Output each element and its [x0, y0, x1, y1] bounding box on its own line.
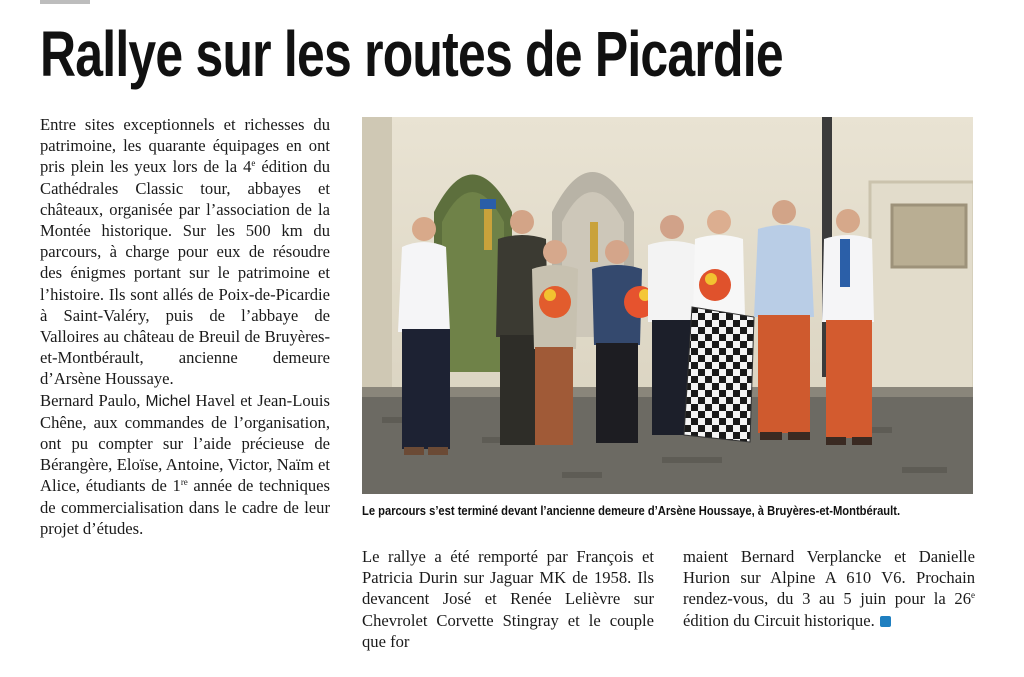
ordinal-superscript: e [251, 158, 256, 169]
article-end-square-icon [880, 616, 891, 627]
ordinal-superscript: re [180, 477, 188, 488]
article-column-1 [40, 114, 330, 539]
paragraph-organizers: Bernard Paulo, Michel Havel et Jean-Louis Chêne, aux commandes de l’organisation, ont pu compter sur l’aide précieuse de Bérangère, Eloïse, Antoine, Victor, Naïm et Alice, étudiants de 1re année de techniques de commercialisation dans le cadre de leur projet d’études. [40, 390, 330, 538]
paragraph-next-event: maient Bernard Verplancke et Danielle Hurion sur Alpine A 610 V6. Prochain rendez-vous, du 3 au 5 juin pour la 26e édition du Circuit historique. [683, 547, 975, 630]
ordinal-superscript: e [971, 590, 975, 601]
photo-rally-participants [362, 117, 973, 494]
article-column-2 [362, 546, 654, 652]
person-8 [822, 209, 874, 445]
paragraph-results: Le rallye a été remporté par François et Patricia Durin sur Jaguar MK de 1958. Ils devancent José et Renée Lelièvre sur Chevrolet Corvette Stingray et le couple que for [362, 547, 654, 651]
person-7 [754, 200, 814, 440]
article-column-3 [683, 546, 975, 631]
person-3 [532, 240, 578, 445]
person-1 [398, 217, 450, 455]
headline: Rallye sur les routes de Picardie [40, 18, 783, 90]
photo-caption: Le parcours s’est terminé devant l’ancienne demeure d’Arsène Houssaye, à Bruyères-et-Montbérault. [362, 503, 901, 518]
checkered-flag [684, 307, 754, 442]
name-michel: Michel [145, 392, 191, 410]
paragraph-intro: Entre sites exceptionnels et richesses du patrimoine, les quarante équipages en ont pris plein les yeux lors de la 4e édition du Cathédrales Classic tour, abbayes et châteaux, organisée par l’association de la Montée historique. Sur les 500 km du parcours, à charge pour eux de résoudre des énigmes portant sur le patrimoine et l’histoire. Ils sont allés de Poix-de-Picardie à Saint-Valéry, puis de l’abbaye de Valloires au château de Breuil de Bruyères-et-Montbérault, ancienne demeure d’Arsène Houssaye. [40, 115, 330, 389]
section-rule [40, 0, 90, 4]
